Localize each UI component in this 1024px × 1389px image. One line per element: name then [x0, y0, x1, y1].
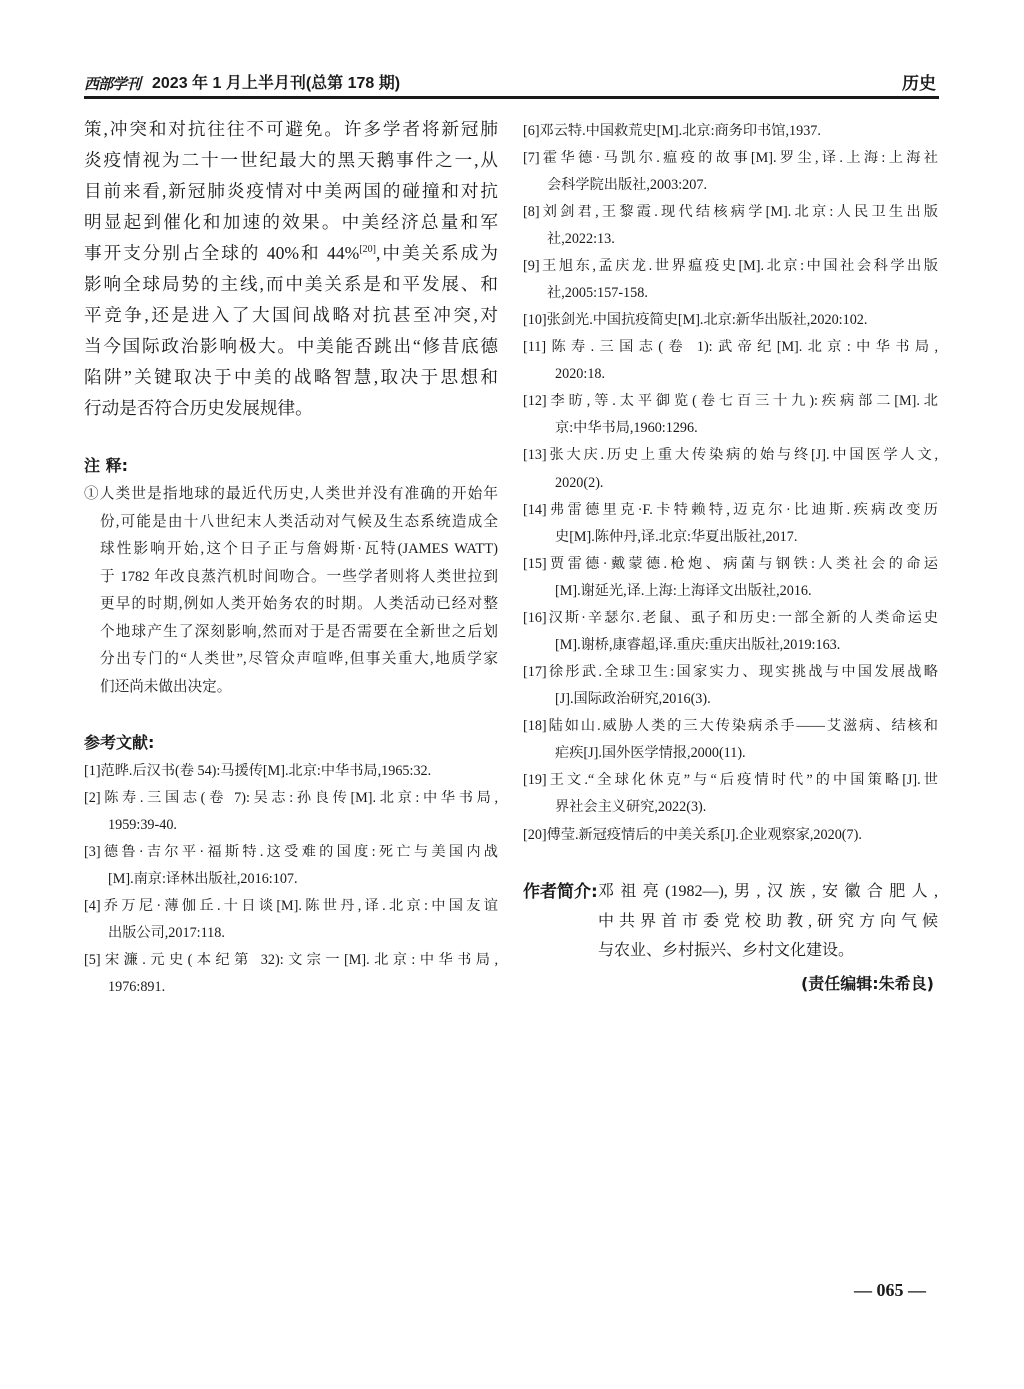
references-heading: 参考文献:	[84, 733, 155, 752]
reference-line: [20]傅莹.新冠疫情后的中美关系[J].企业观察家,2020(7).	[523, 826, 862, 843]
reference-line: [5]宋濂.元史(本纪第 32):文宗一[M].北京:中华书局,	[84, 952, 498, 969]
reference-line: 界社会主义研究,2022(3).	[555, 799, 707, 816]
citation-marker: [20]	[359, 244, 376, 255]
references-list-right	[523, 118, 938, 849]
body-text	[84, 114, 498, 424]
notes	[84, 481, 498, 701]
author-bio-label: 作者简介:	[523, 882, 598, 902]
reference-line: 会科学院出版社,2003:207.	[547, 176, 708, 193]
reference-line: [4]乔万尼·薄伽丘.十日谈[M].陈世丹,译.北京:中国友谊	[84, 897, 498, 914]
reference-line: [17]徐彤武.全球卫生:国家实力、现实挑战与中国发展战略	[523, 664, 938, 681]
body-line-text: 事开支分别占全球的 40%和 44%	[84, 243, 360, 263]
body-line: 明显起到催化和加速的效果。中美经济总量和军	[84, 212, 498, 232]
body-line: 炎疫情视为二十一世纪最大的黑天鹅事件之一,从	[84, 150, 498, 170]
body-line: 陷阱”关键取决于中美的战略智慧,取决于思想和	[84, 367, 498, 387]
reference-line: [9]王旭东,孟庆龙.世界瘟疫史[M].北京:中国社会科学出版	[523, 257, 938, 274]
reference-line: [14]弗雷德里克·F.卡特赖特,迈克尔·比迪斯.疾病改变历	[523, 501, 938, 518]
author-bio-line: 与农业、乡村振兴、乡村文化建设。	[598, 942, 855, 959]
reference-line: [M].谢延光,译.上海:上海译文出版社,2016.	[555, 582, 812, 599]
body-line: 目前来看,新冠肺炎疫情对中美两国的碰撞和对抗	[84, 181, 498, 201]
reference-line: [7]霍华德·马凯尔.瘟疫的故事[M].罗尘,译.上海:上海社	[523, 149, 938, 166]
reference-line: 社,2022:13.	[547, 230, 615, 247]
reference-line: [6]邓云特.中国救荒史[M].北京:商务印书馆,1937.	[523, 122, 821, 139]
reference-line: [M].谢桥,康睿超,译.重庆:重庆出版社,2019:163.	[555, 636, 841, 653]
page-number: — 065 —	[854, 1280, 926, 1300]
reference-line: 2020(2).	[555, 474, 604, 491]
note-line: 更早的时期,例如人类开始务农的时期。人类活动已经对整	[100, 596, 498, 612]
body-line: 当今国际政治影响极大。中美能否跳出“修昔底德	[84, 336, 498, 356]
reference-line: 社,2005:157-158.	[547, 284, 648, 301]
body-line	[84, 238, 498, 269]
reference-line: [12]李昉,等.太平御览(卷七百三十九):疾病部二[M].北	[523, 393, 938, 410]
reference-line: 2020:18.	[555, 366, 606, 383]
notes-heading: 注 释:	[84, 456, 128, 475]
note-line: 于 1782 年改良蒸汽机时间吻合。一些学者则将人类世拉到	[100, 568, 498, 585]
note-line: ①人类世是指地球的最近代历史,人类世并没有准确的开始年	[84, 486, 498, 502]
reference-line: [10]张剑光.中国抗疫简史[M].北京:新华出版社,2020:102.	[523, 312, 868, 329]
journal-logo: 西部学刊	[84, 75, 141, 93]
reference-line: [M].南京:译林出版社,2016:107.	[108, 870, 298, 887]
section-label: 历史	[902, 74, 936, 94]
reference-line: [1]范晔.后汉书(卷 54):马援传[M].北京:中华书局,1965:32.	[84, 762, 432, 779]
author-bio-line: 中共界首市委党校助教,研究方向气候	[598, 912, 938, 930]
reference-line: [13]张大庆.历史上重大传染病的始与终[J].中国医学人文,	[523, 447, 938, 464]
references-list-left	[84, 758, 498, 1002]
reference-line: [16]汉斯·辛瑟尔.老鼠、虱子和历史:一部全新的人类命运史	[523, 609, 938, 626]
body-line: 平竞争,还是进入了大国间战略对抗甚至冲突,对	[84, 305, 498, 325]
reference-line: [15]贾雷德·戴蒙德.枪炮、病菌与钢铁:人类社会的命运	[523, 555, 938, 572]
author-bio	[598, 877, 938, 966]
reference-line: [19]王文.“全球化休克”与“后疫情时代”的中国策略[J].世	[523, 772, 938, 789]
note-line: 分出专门的“人类世”,尽管众声喧哗,但事关重大,地质学家	[100, 651, 498, 667]
reference-line: 史[M].陈仲丹,译.北京:华夏出版社,2017.	[555, 528, 798, 545]
note-line: 们还尚未做出决定。	[100, 678, 232, 695]
issue-info: 2023 年 1 月上半月刊(总第 178 期)	[152, 75, 401, 92]
reference-line: 疟疾[J].国外医学情报,2000(11).	[555, 745, 746, 762]
reference-line: 京:中华书局,1960:1296.	[555, 420, 698, 437]
body-line: 行动是否符合历史发展规律。	[84, 398, 313, 418]
reference-line: 出版公司,2017:118.	[108, 924, 225, 941]
reference-line: [2]陈寿.三国志(卷 7):吴志:孙良传[M].北京:中华书局,	[84, 789, 498, 806]
note-line: 个地球产生了深刻影响,然而对于是否需要在全新世之后划	[100, 623, 498, 640]
reference-line: [3]德鲁·吉尔平·福斯特.这受难的国度:死亡与美国内战	[84, 843, 498, 860]
header-rule	[84, 96, 939, 99]
reference-line: 1959:39-40.	[108, 816, 177, 833]
author-bio-line: 邓祖亮(1982—),男,汉族,安徽合肥人,	[598, 883, 938, 900]
note-line: 份,可能是由十八世纪末人类活动对气候及生态系统造成全	[100, 513, 498, 530]
note-line: 球性影响开始,这个日子正与詹姆斯·瓦特(JAMES WATT)	[100, 541, 498, 557]
reference-line: [8]刘剑君,王黎霞.现代结核病学[M].北京:人民卫生出版	[523, 203, 938, 220]
body-line: 影响全球局势的主线,而中美关系是和平发展、和	[84, 274, 498, 294]
reference-line: [11]陈寿.三国志(卷 1):武帝纪[M].北京:中华书局,	[523, 339, 938, 356]
responsible-editor: (责任编辑:朱希良)	[800, 974, 934, 993]
reference-line: 1976:891.	[108, 979, 166, 996]
reference-line: [18]陆如山.威胁人类的三大传染病杀手——艾滋病、结核和	[523, 718, 938, 735]
reference-line: [J].国际政治研究,2016(3).	[555, 691, 711, 708]
body-line: 策,冲突和对抗往往不可避免。许多学者将新冠肺	[84, 119, 498, 139]
body-line-text: ,中美关系成为	[375, 243, 498, 263]
